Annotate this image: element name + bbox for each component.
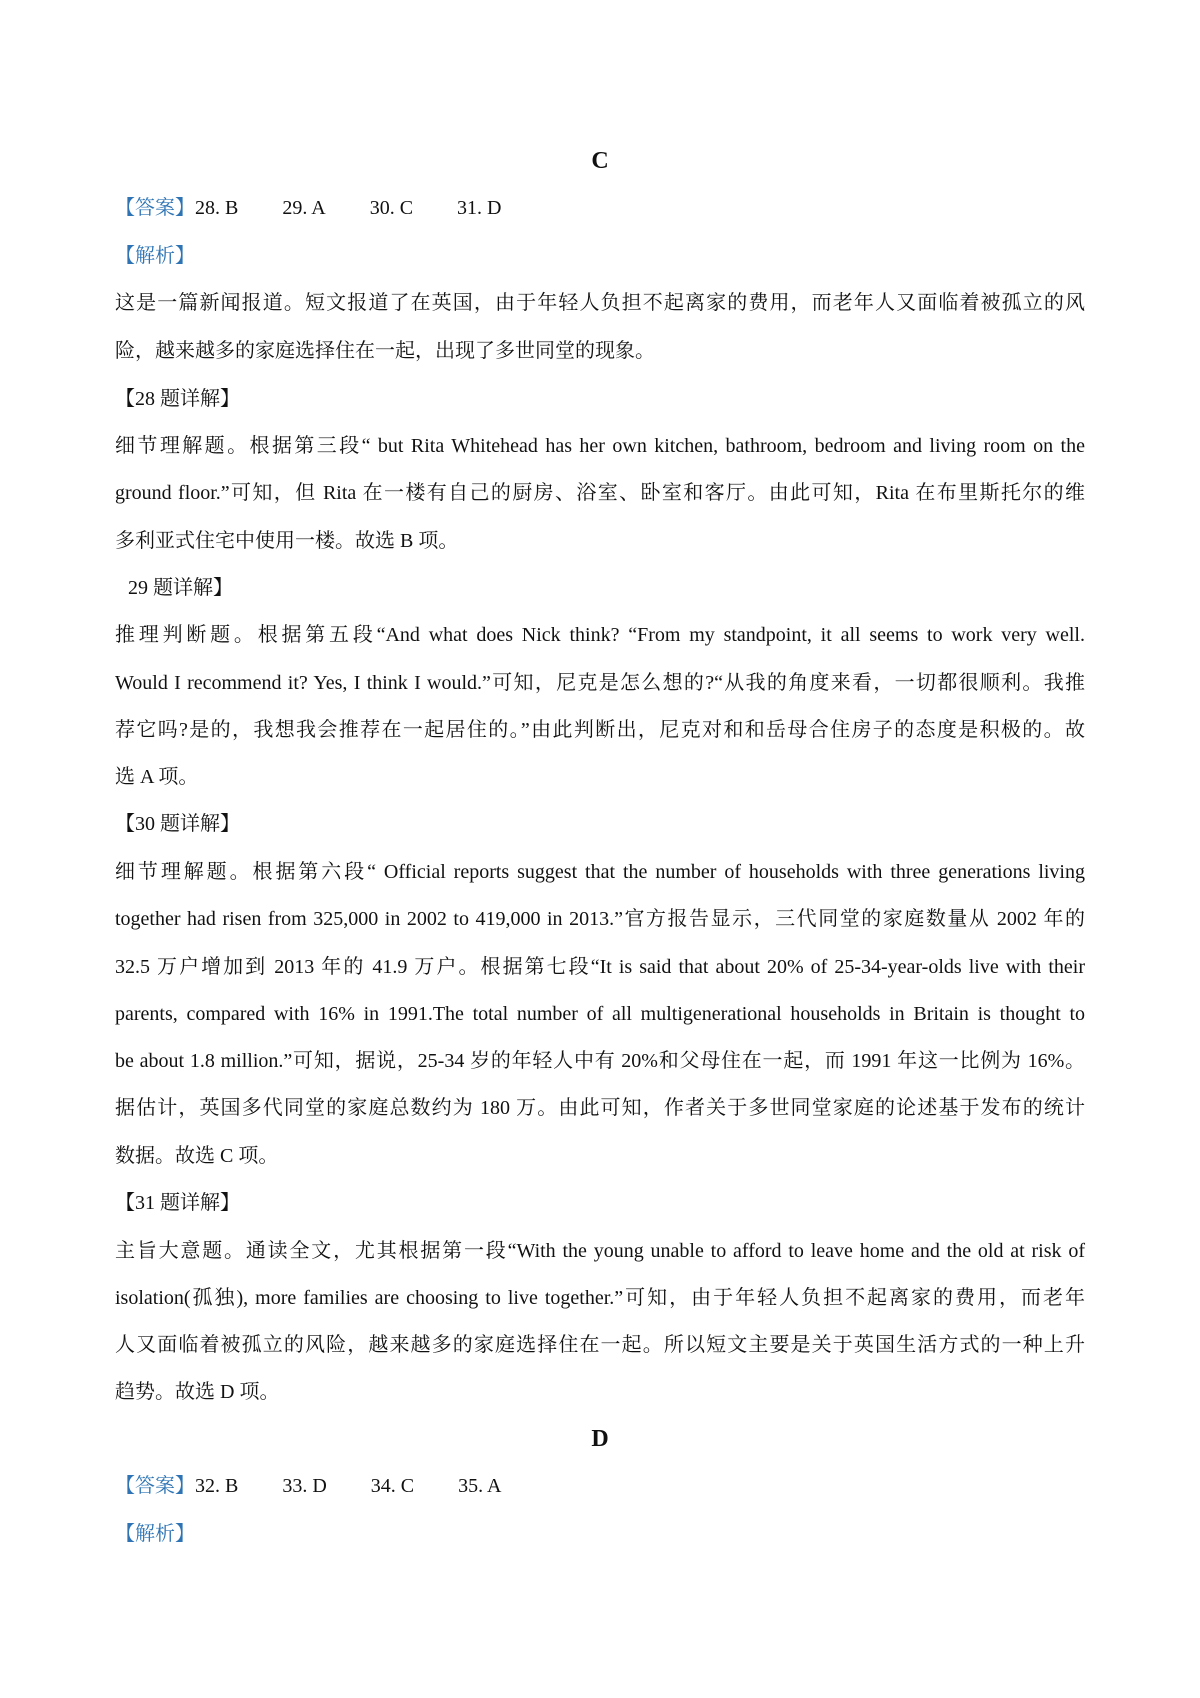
summary-line: 这是一篇新闻报道。短文报道了在英国，由于年轻人负担不起离家的费用，而老年人又面临着被孤立的风 [115, 292, 1085, 314]
analysis-heading-d [115, 1519, 1085, 1549]
answer-item: 28. B [195, 197, 239, 219]
answer-item: 33. D [282, 1475, 327, 1497]
answer-item: 31. D [457, 197, 502, 219]
q31-line: isolation(孤独), more families are choosing to live together.”可知，由于年轻人负担不起离家的费用，而老年 [115, 1287, 1085, 1309]
analysis-tag: 【解析】 [115, 245, 195, 267]
q28-line: 细节理解题。根据第三段“ but Rita Whitehead has her own kitchen, bathroom, bedroom and living room on the [115, 435, 1085, 457]
q31-line: 人又面临着被孤立的风险，越来越多的家庭选择住在一起。所以短文主要是关于英国生活方式的一种上升 [115, 1334, 1085, 1356]
section-d-title: D [591, 1426, 609, 1452]
q31-heading: 【31 题详解】 [115, 1192, 240, 1214]
answer-item: 29. A [282, 197, 326, 219]
answer-item: 34. C [370, 1475, 415, 1497]
q30-line: 数据。故选 C 项。 [115, 1145, 279, 1167]
q30-line: 32.5 万户增加到 2013 年的 41.9 万户。根据第七段“It is said that about 20% of 25-34-year-olds live with their [115, 956, 1085, 978]
q28-line: 多利亚式住宅中使用一楼。故选 B 项。 [115, 530, 459, 552]
analysis-tag: 【解析】 [115, 1523, 195, 1545]
q31-line: 主旨大意题。通读全文，尤其根据第一段“With the young unable to afford to leave home and the old at risk of [115, 1240, 1085, 1262]
q29-line: 荐它吗?是的，我想我会推荐在一起居住的。”由此判断出，尼克对和和岳母合住房子的态度是积极的。故 [115, 719, 1085, 741]
answer-item: 30. C [369, 197, 414, 219]
q30-line: together had risen from 325,000 in 2002 to 419,000 in 2013.”官方报告显示，三代同堂的家庭数量从 2002 年的 [115, 908, 1085, 930]
q28-line: ground floor.”可知，但 Rita 在一楼有自己的厨房、浴室、卧室和客厅。由此可知，Rita 在布里斯托尔的维 [115, 482, 1085, 504]
q30-line: be about 1.8 million.”可知，据说，25-34 岁的年轻人中有 20%和父母住在一起，而 1991 年这一比例为 16%。 [115, 1050, 1085, 1072]
q30-heading: 【30 题详解】 [115, 813, 240, 835]
answer-line-d [115, 1471, 1085, 1501]
q30-line: 细节理解题。根据第六段“ Official reports suggest that the number of households with three generations living [115, 861, 1085, 883]
analysis-heading-c [115, 241, 1085, 271]
section-c-title: C [591, 148, 609, 174]
answer-item: 35. A [458, 1475, 502, 1497]
q29-line: Would I recommend it? Yes, I think I would.”可知，尼克是怎么想的?“从我的角度来看，一切都很顺利。我推 [115, 672, 1085, 694]
answer-item: 32. B [195, 1475, 239, 1497]
answer-tag: 【答案】 [115, 197, 195, 219]
answer-line-c [115, 193, 1085, 223]
q30-line: 据估计，英国多代同堂的家庭总数约为 180 万。由此可知，作者关于多世同堂家庭的论述基于发布的统计 [115, 1097, 1085, 1119]
q29-heading: 29 题详解】 [128, 577, 233, 599]
answer-tag: 【答案】 [115, 1475, 195, 1497]
q29-line: 推理判断题。根据第五段“And what does Nick think? “From my standpoint, it all seems to work very well. [115, 624, 1085, 646]
summary-line: 险，越来越多的家庭选择住在一起，出现了多世同堂的现象。 [115, 340, 655, 362]
q30-line: parents, compared with 16% in 1991.The total number of all multigenerational households in Britain is thought to [115, 1003, 1085, 1025]
q29-line: 选 A 项。 [115, 766, 199, 788]
q31-line: 趋势。故选 D 项。 [115, 1381, 280, 1403]
q28-heading: 【28 题详解】 [115, 388, 240, 410]
